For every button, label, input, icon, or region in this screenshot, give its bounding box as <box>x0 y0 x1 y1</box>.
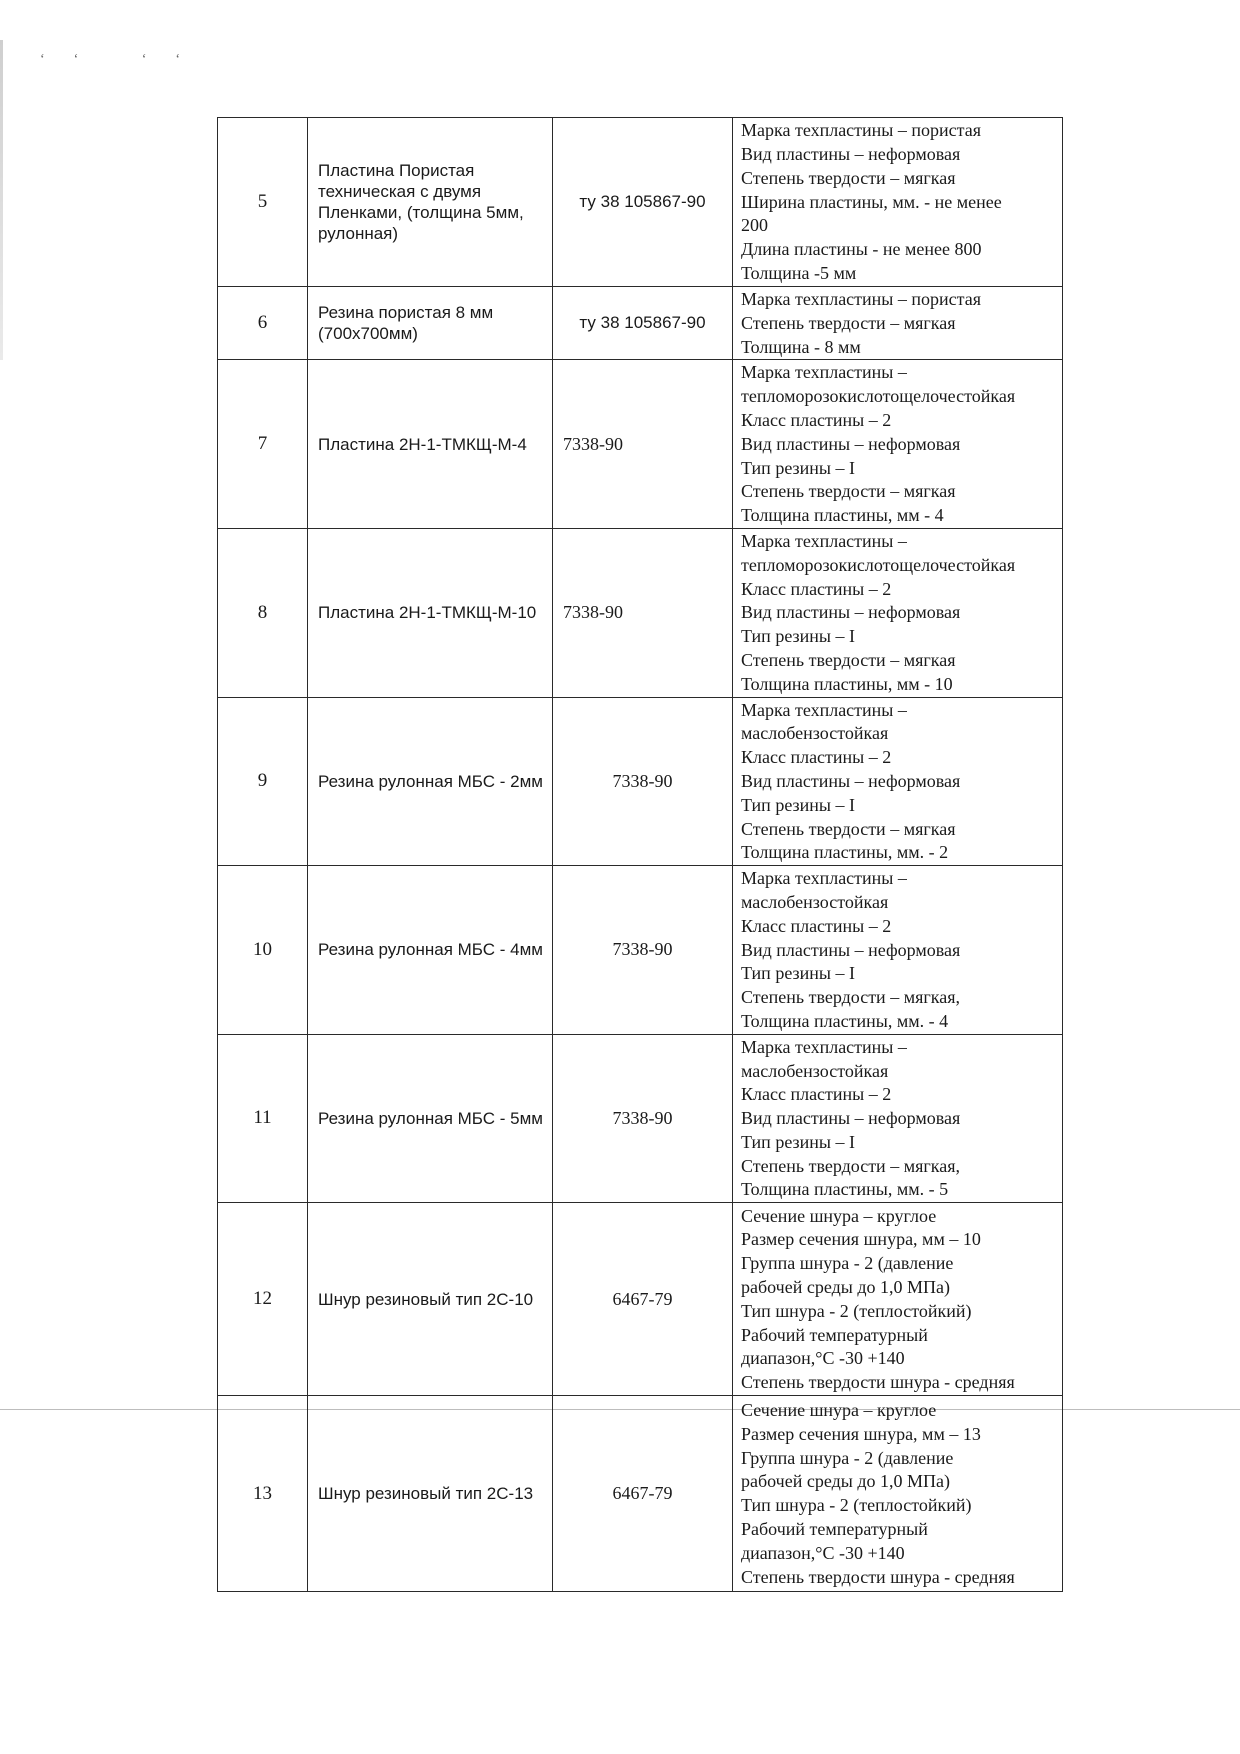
item-standard: 7338-90 <box>553 360 733 529</box>
item-name: Пластина 2Н-1-ТМКЩ-М-4 <box>308 360 553 529</box>
specification-line: маслобензостойкая <box>741 891 889 912</box>
specification-line: Степень твердости шнура - средняя <box>741 1566 1015 1587</box>
specification-line: Степень твердости – мягкая <box>741 312 956 333</box>
specification-line: маслобензостойкая <box>741 723 889 744</box>
specification-line: рабочей среды до 1,0 МПа) <box>741 1471 950 1492</box>
specification-line: Марка техпластины – <box>741 699 907 720</box>
table-row <box>218 697 1063 866</box>
table-row <box>218 360 1063 529</box>
specification-line: Длина пластины - не менее 800 <box>741 239 982 260</box>
item-name: Пластина 2Н-1-ТМКЩ-М-10 <box>308 528 553 697</box>
table-row <box>218 528 1063 697</box>
item-standard: ту 38 105867-90 <box>553 287 733 360</box>
table-row <box>218 1396 1063 1592</box>
specification-line: Степень твердости – мягкая <box>741 818 956 839</box>
specification-line: Ширина пластины, мм. - не менее <box>741 191 1002 212</box>
item-name: Резина рулонная МБС - 2мм <box>308 697 553 866</box>
item-specification <box>733 1034 1063 1203</box>
item-specification <box>733 360 1063 529</box>
specification-line: Вид пластины – неформовая <box>741 1108 961 1129</box>
specification-table <box>217 117 1063 1592</box>
specification-line: Толщина - 8 мм <box>741 336 861 357</box>
specification-line: Толщина пластины, мм - 4 <box>741 505 944 526</box>
specification-line: Вид пластины – неформовая <box>741 602 961 623</box>
item-specification <box>733 697 1063 866</box>
row-number: 12 <box>218 1203 308 1396</box>
specification-line: Тип резины – I <box>741 963 855 984</box>
row-number: 9 <box>218 697 308 866</box>
specification-line: маслобензостойкая <box>741 1060 889 1081</box>
specification-line: Марка техпластины – <box>741 868 907 889</box>
specification-line: Марка техпластины – <box>741 362 907 383</box>
specification-line: Марка техпластины – <box>741 1036 907 1057</box>
specification-line: Тип шнура - 2 (теплостойкий) <box>741 1495 972 1516</box>
specification-line: Сечение шнура – круглое <box>741 1400 937 1421</box>
specification-line: Сечение шнура – круглое <box>741 1205 937 1226</box>
specification-line: Толщина пластины, мм. - 2 <box>741 842 949 863</box>
row-number: 10 <box>218 866 308 1035</box>
specification-line: диапазон,°С -30 +140 <box>741 1542 905 1563</box>
specification-line: Группа шнура - 2 (давление <box>741 1253 954 1274</box>
specification-line: Толщина пластины, мм - 10 <box>741 673 953 694</box>
specification-line: Марка техпластины – <box>741 530 907 551</box>
specification-line: Вид пластины – неформовая <box>741 433 961 454</box>
specification-line: Вид пластины – неформовая <box>741 144 961 164</box>
item-name: Пластина Пористая техническая с двумя Пленками, (толщина 5мм, рулонная) <box>308 118 553 287</box>
specification-line: Степень твердости – мягкая <box>741 649 956 670</box>
specification-line: Класс пластины – 2 <box>741 1084 892 1105</box>
specification-line: Рабочий температурный <box>741 1324 928 1345</box>
specification-line: тепломорозокислотощелочестойкая <box>741 554 1016 575</box>
row-number: 7 <box>218 360 308 529</box>
row-number: 6 <box>218 287 308 360</box>
specification-line: Толщина -5 мм <box>741 262 857 283</box>
specification-line: Степень твердости – мягкая <box>741 481 956 502</box>
item-name: Резина пористая 8 мм (700х700мм) <box>308 287 553 360</box>
table-row <box>218 866 1063 1035</box>
item-name: Шнур резиновый тип 2С-13 <box>308 1396 553 1592</box>
item-standard: 7338-90 <box>553 528 733 697</box>
specification-line: Марка техпластины – пористая <box>741 289 982 309</box>
item-standard: ту 38 105867-90 <box>553 118 733 287</box>
specification-line: Тип резины – I <box>741 794 855 815</box>
item-specification <box>733 1203 1063 1396</box>
specification-line: тепломорозокислотощелочестойкая <box>741 386 1016 407</box>
item-standard: 7338-90 <box>553 697 733 866</box>
specification-line: Толщина пластины, мм. - 4 <box>741 1010 949 1031</box>
specification-line: Марка техпластины – пористая <box>741 120 982 141</box>
item-specification <box>733 287 1063 360</box>
table-row <box>218 1034 1063 1203</box>
item-specification <box>733 866 1063 1035</box>
row-number: 8 <box>218 528 308 697</box>
specification-line: рабочей среды до 1,0 МПа) <box>741 1276 950 1297</box>
item-specification <box>733 118 1063 287</box>
row-number: 13 <box>218 1396 308 1592</box>
specification-line: Толщина пластины, мм. - 5 <box>741 1179 949 1200</box>
item-standard: 6467-79 <box>553 1396 733 1592</box>
table-row <box>218 287 1063 360</box>
item-standard: 7338-90 <box>553 866 733 1035</box>
specification-line: Группа шнура - 2 (давление <box>741 1447 954 1468</box>
specification-line: Тип резины – I <box>741 626 855 647</box>
specification-line: Класс пластины – 2 <box>741 915 892 936</box>
row-number: 5 <box>218 118 308 287</box>
scan-marks: ‘‘ ‘‘ <box>40 52 211 67</box>
specification-line: 200 <box>741 215 768 236</box>
specification-line: Тип резины – I <box>741 457 855 478</box>
row-number: 11 <box>218 1034 308 1203</box>
table-row <box>218 118 1063 287</box>
specification-table-body <box>218 118 1063 1592</box>
specification-line: Вид пластины – неформовая <box>741 770 961 791</box>
specification-line: Класс пластины – 2 <box>741 747 892 768</box>
specification-line: Размер сечения шнура, мм – 10 <box>741 1229 981 1250</box>
specification-line: Степень твердости – мягкая, <box>741 987 960 1008</box>
item-name: Резина рулонная МБС - 4мм <box>308 866 553 1035</box>
specification-line: Рабочий температурный <box>741 1519 928 1540</box>
specification-line: диапазон,°С -30 +140 <box>741 1348 905 1369</box>
table-row <box>218 1203 1063 1396</box>
specification-line: Размер сечения шнура, мм – 13 <box>741 1423 981 1444</box>
item-specification <box>733 1396 1063 1592</box>
scan-edge-artifact <box>0 40 3 360</box>
specification-line: Класс пластины – 2 <box>741 409 892 430</box>
item-specification <box>733 528 1063 697</box>
specification-line: Тип резины – I <box>741 1131 855 1152</box>
specification-line: Класс пластины – 2 <box>741 578 892 599</box>
specification-line: Степень твердости – мягкая <box>741 167 956 188</box>
specification-line: Вид пластины – неформовая <box>741 939 961 960</box>
item-standard: 6467-79 <box>553 1203 733 1396</box>
item-standard: 7338-90 <box>553 1034 733 1203</box>
specification-line: Тип шнура - 2 (теплостойкий) <box>741 1300 972 1321</box>
specification-line: Степень твердости шнура - средняя <box>741 1372 1015 1393</box>
item-name: Резина рулонная МБС - 5мм <box>308 1034 553 1203</box>
item-name: Шнур резиновый тип 2С-10 <box>308 1203 553 1396</box>
specification-line: Степень твердости – мягкая, <box>741 1155 960 1176</box>
